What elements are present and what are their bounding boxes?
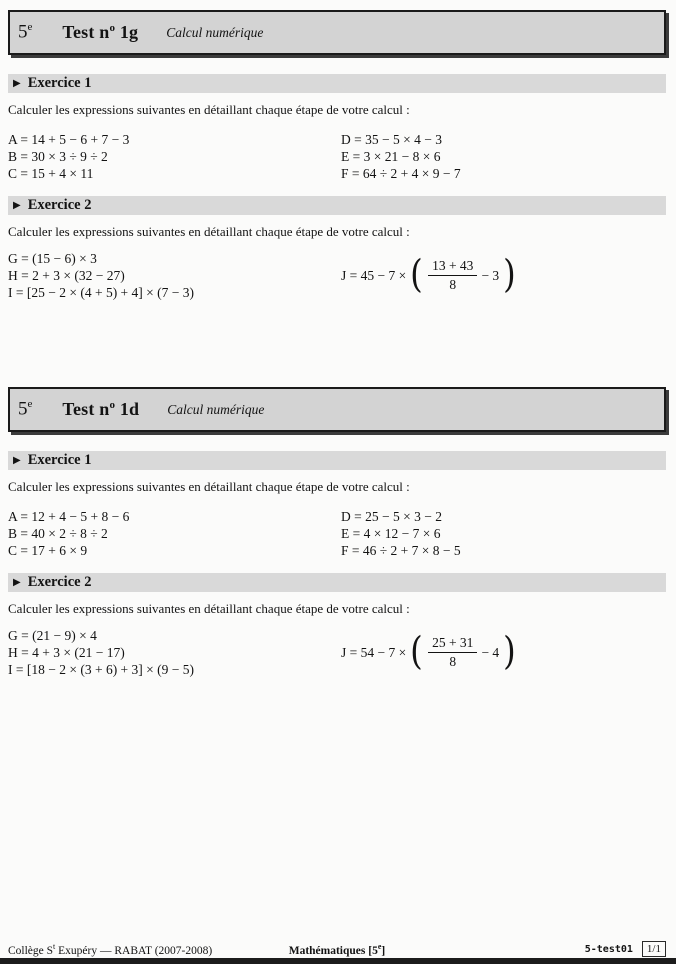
fraction-denominator: 8 (449, 277, 457, 292)
fraction-denominator: 8 (449, 654, 457, 669)
expression-item: A = 12 + 4 − 5 + 8 − 6 (8, 509, 130, 524)
expression-item: B = 30 × 3 ÷ 9 ÷ 2 (8, 149, 108, 164)
instruction-text: Calculer les expressions suivantes en détaillant chaque étape de votre calcul : (8, 479, 410, 494)
paren-open-icon: ( (410, 629, 423, 673)
expression-grid (8, 131, 666, 182)
exercise-heading: Exercice 2 (27, 574, 92, 590)
expression-item-j (341, 629, 666, 673)
expression-column-left (8, 250, 337, 301)
footer-school: Collège $S^t$ Exupéry — RABAT (2007-2008) (8, 941, 213, 957)
expression-item-j (341, 252, 666, 296)
expression-item: E = 3 × 21 − 8 × 6 (341, 149, 441, 164)
triangle-icon: ▶ (13, 77, 21, 89)
expression-item: I = [25 − 2 × (4 + 5) + 4] × (7 − 3) (8, 285, 195, 300)
expression-column-left (8, 508, 337, 559)
exercise-1-bar (8, 74, 666, 93)
exercise-heading: Exercice 1 (27, 452, 92, 468)
instruction-text: Calculer les expressions suivantes en détaillant chaque étape de votre calcul : (8, 102, 410, 117)
j-tail: − 3 (481, 267, 500, 283)
triangle-icon: ▶ (13, 576, 21, 588)
expression-item: F = 46 ÷ 2 + 7 × 8 − 5 (341, 543, 461, 558)
expression-item: E = 4 × 12 − 7 × 6 (341, 526, 441, 541)
expression-item: I = [18 − 2 × (3 + 6) + 3] × (9 − 5) (8, 662, 195, 677)
test-header-box (8, 387, 666, 432)
scan-bottom-edge-bar (0, 958, 676, 964)
expression-item: G = (15 − 6) × 3 (8, 251, 97, 266)
expression-grid (8, 508, 666, 559)
expression-column-left (8, 627, 337, 678)
expression-column-right (337, 252, 666, 296)
class-level-label: 5e (18, 398, 33, 420)
paren-close-icon: ) (503, 629, 516, 673)
expression-item: G = (21 − 9) × 4 (8, 628, 97, 643)
j-prefix: J = 45 − 7 × (341, 267, 407, 283)
fraction (428, 635, 477, 670)
expression-column-left (8, 131, 337, 182)
fraction-numerator: 25 + 31 (428, 635, 477, 653)
expression-item: D = 25 − 5 × 3 − 2 (341, 509, 442, 524)
expression-column-right (337, 508, 666, 559)
triangle-icon: ▶ (13, 199, 21, 211)
expression-column-right (337, 629, 666, 673)
triangle-icon: ▶ (13, 454, 21, 466)
paren-open-icon: ( (410, 252, 423, 296)
expression-item: H = 4 + 3 × (21 − 17) (8, 645, 125, 660)
exercise-2-bar (8, 573, 666, 592)
exercise-heading: Exercice 1 (27, 75, 92, 91)
fraction (428, 258, 477, 293)
class-level-label: 5e (18, 21, 33, 43)
footer-page-number-box: 1/1 (642, 941, 666, 957)
test-title: Test $n^o$ 1g (62, 22, 139, 42)
test-title: Test $n^o$ 1d (62, 399, 140, 419)
test-header-box (8, 10, 666, 55)
expression-item: A = 14 + 5 − 6 + 7 − 3 (8, 132, 130, 147)
expression-item: C = 15 + 4 × 11 (8, 166, 94, 181)
instruction-text: Calculer les expressions suivantes en détaillant chaque étape de votre calcul : (8, 601, 410, 616)
j-tail: − 4 (481, 644, 500, 660)
exercise-2-bar (8, 196, 666, 215)
footer-document-code: 5-test01 (584, 943, 633, 955)
footer-subject: Mathématiques [5e] (288, 941, 386, 957)
test-block-1g (8, 10, 666, 301)
exercise-1-bar (8, 451, 666, 470)
exercise-heading: Exercice 2 (27, 197, 92, 213)
footer-right (447, 941, 666, 957)
instruction-text: Calculer les expressions suivantes en détaillant chaque étape de votre calcul : (8, 224, 410, 239)
expression-item: D = 35 − 5 × 4 − 3 (341, 132, 442, 147)
expression-item: B = 40 × 2 ÷ 8 ÷ 2 (8, 526, 108, 541)
paren-close-icon: ) (503, 252, 516, 296)
expression-grid (8, 627, 666, 678)
footer (8, 941, 666, 957)
expression-item: H = 2 + 3 × (32 − 27) (8, 268, 125, 283)
j-prefix: J = 54 − 7 × (341, 644, 407, 660)
test-subtitle: Calcul numérique (167, 401, 265, 417)
expression-item: C = 17 + 6 × 9 (8, 543, 88, 558)
test-block-1d (8, 387, 666, 678)
expression-item: F = 64 ÷ 2 + 4 × 9 − 7 (341, 166, 461, 181)
fraction-numerator: 13 + 43 (428, 258, 477, 276)
test-subtitle: Calcul numérique (166, 24, 264, 40)
expression-grid (8, 250, 666, 301)
expression-column-right (337, 131, 666, 182)
